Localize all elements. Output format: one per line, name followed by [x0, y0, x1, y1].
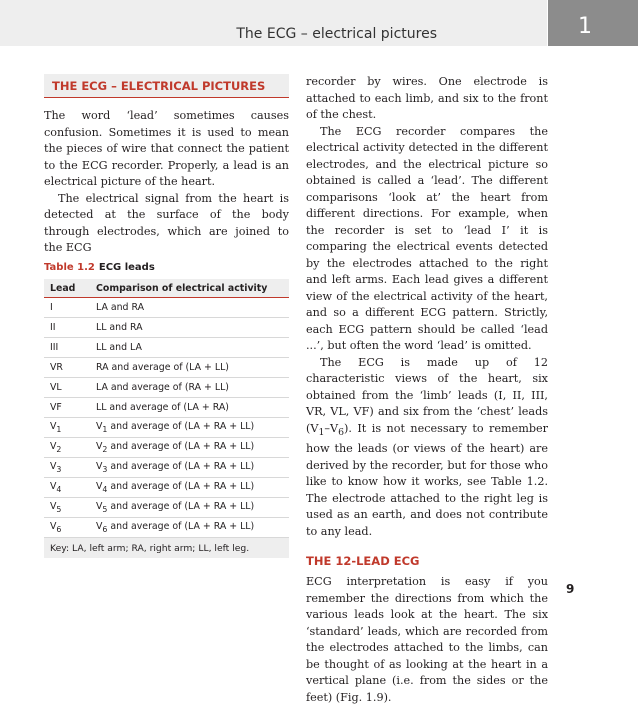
comparison-subscript: 6: [102, 524, 108, 534]
lead-name: VR: [50, 362, 63, 373]
text-run: ). It is not necessary to remember how the leads (or views of the heart) are derived by the recorder, but for those who like to know how it works, see Table 1.2. The electrode attached to the right leg is used as an earth, and does not contribute to any lead.: [306, 421, 548, 538]
comparison-text: LL and LA: [96, 342, 142, 353]
paragraph-electrical-signal: The electrical signal from the heart is detected at the surface of the body through electrodes, which are joined to the ECG: [44, 191, 289, 254]
comparison-text: V: [96, 521, 103, 533]
lead-name: II: [50, 322, 56, 333]
lead-name: VF: [50, 402, 62, 413]
comparison-subscript: 4: [102, 484, 108, 494]
cell-lead: [44, 498, 90, 518]
table-row: [44, 438, 289, 458]
lead-subscript: 6: [56, 524, 62, 534]
cell-lead: [44, 358, 90, 378]
lead-name: V: [50, 481, 57, 493]
cell-lead: [44, 518, 90, 538]
table-row: [44, 358, 289, 378]
table-row: [44, 458, 289, 478]
lead-name: V: [50, 421, 57, 433]
lead-name: V: [50, 441, 57, 453]
paragraph-recorder-wires: recorder by wires. One electrode is attached to each limb, and six to the front of the chest.: [306, 75, 548, 121]
cell-lead: [44, 318, 90, 338]
table-row: [44, 298, 289, 318]
lead-subscript: 4: [56, 484, 62, 494]
comparison-subscript: 5: [102, 504, 108, 514]
comparison-subscript: 3: [102, 464, 108, 474]
table-row: [44, 498, 289, 518]
cell-comparison: [90, 398, 289, 418]
lead-subscript: 1: [56, 424, 62, 434]
table-key: Key: LA, left arm; RA, right arm; LL, left leg.: [44, 538, 289, 559]
comparison-text: V: [96, 481, 103, 493]
cell-lead: [44, 398, 90, 418]
cell-lead: [44, 478, 90, 498]
table-header-row: [44, 279, 289, 298]
comparison-text: RA and average of (LA + LL): [96, 362, 229, 373]
lead-name: V: [50, 521, 57, 533]
comparison-subscript: 2: [102, 444, 108, 454]
lead-name: V: [50, 501, 57, 513]
lead-subscript: 3: [56, 464, 62, 474]
comparison-text: V: [96, 441, 103, 453]
table-row: [44, 378, 289, 398]
cell-lead: [44, 378, 90, 398]
section-heading-12-lead-ecg: THE 12-LEAD ECG: [306, 554, 420, 569]
table-row: [44, 418, 289, 438]
section-heading-ecg-electrical-pictures: THE ECG – ELECTRICAL PICTURES: [44, 74, 289, 98]
comparison-text: LL and average of (LA + RA): [96, 402, 229, 413]
comparison-text-rest: and average of (LA + RA + LL): [107, 461, 255, 473]
comparison-text: LL and RA: [96, 322, 143, 333]
lead-subscript: 5: [56, 504, 62, 514]
comparison-text-rest: and average of (LA + RA + LL): [107, 441, 255, 453]
comparison-text: V: [96, 421, 103, 433]
cell-comparison: [90, 438, 289, 458]
comparison-text-rest: and average of (LA + RA + LL): [107, 421, 255, 433]
cell-comparison: [90, 298, 289, 318]
comparison-text: LA and average of (RA + LL): [96, 382, 229, 393]
left-column: [44, 74, 289, 257]
lead-name: VL: [50, 382, 62, 393]
comparison-subscript: 1: [102, 424, 108, 434]
comparison-text-rest: and average of (LA + RA + LL): [107, 501, 255, 513]
cell-lead: [44, 418, 90, 438]
text-run: –V: [324, 421, 339, 435]
lead-name: V: [50, 461, 57, 473]
cell-lead: [44, 438, 90, 458]
comparison-text-rest: and average of (LA + RA + LL): [107, 521, 255, 533]
cell-lead: [44, 298, 90, 318]
subscript: 1: [318, 426, 325, 438]
table-row: [44, 478, 289, 498]
comparison-text: LA and RA: [96, 302, 144, 313]
cell-comparison: [90, 458, 289, 478]
right-column: [306, 74, 548, 706]
paragraph-lead-confusion: The word ‘lead’ sometimes causes confusion. Sometimes it is used to mean the pieces of wire that connect the patient to the ECG recorder. Properly, a lead is an electrical picture of the heart.: [44, 109, 289, 188]
chapter-tab: [548, 0, 638, 46]
column-header-lead: Lead: [44, 279, 90, 298]
table-row: [44, 398, 289, 418]
cell-comparison: [90, 478, 289, 498]
lead-subscript: 2: [56, 444, 62, 454]
cell-comparison: [90, 318, 289, 338]
table-caption: [44, 262, 155, 273]
cell-comparison: [90, 418, 289, 438]
page-number: 9: [566, 582, 575, 596]
lead-name: I: [50, 302, 53, 313]
column-header-comparison: Comparison of electrical activity: [90, 279, 289, 298]
cell-comparison: [90, 358, 289, 378]
running-header-band: [0, 0, 547, 46]
table-title: ECG leads: [98, 262, 155, 273]
cell-comparison: [90, 518, 289, 538]
lead-name: III: [50, 342, 59, 353]
cell-lead: [44, 338, 90, 358]
running-title: The ECG – electrical pictures: [236, 26, 437, 42]
cell-comparison: [90, 498, 289, 518]
chapter-number: 1: [578, 14, 592, 39]
table-row: [44, 518, 289, 538]
table-row: [44, 318, 289, 338]
cell-lead: [44, 458, 90, 478]
table-number: Table 1.2: [44, 262, 95, 273]
paragraph-recorder-compares: The ECG recorder compares the electrical activity detected in the different electrodes, and the electrical picture so obtained is called a ‘lead’. The different comparisons ‘look at’ the heart from different directions. For example, when the recorder is set to ‘lead I’ it is comparing the electrical events detected by the electrodes attached to the right and left arms. Each lead gives a different view of the electrical activity of the heart, and so a different ECG pattern. Strictly, each ECG pattern should be called ‘lead ...’, but often the word ‘lead’ is omitted.: [306, 124, 548, 352]
cell-comparison: [90, 378, 289, 398]
table-row: [44, 338, 289, 358]
subscript: 6: [338, 426, 345, 438]
comparison-text: V: [96, 501, 103, 513]
paragraph-ecg-interpretation: ECG interpretation is easy if you remember the directions from which the various leads look at the heart. The six ‘standard’ leads, which are recorded from the electrodes attached to the limbs, can be thought of as looking at the heart in a vertical plane (i.e. from the sides or the feet) (Fig. 1.9).: [306, 575, 548, 704]
comparison-text: V: [96, 461, 103, 473]
ecg-leads-table: [44, 279, 289, 558]
cell-comparison: [90, 338, 289, 358]
comparison-text-rest: and average of (LA + RA + LL): [107, 481, 255, 493]
paragraph-twelve-views: [306, 355, 548, 541]
table-key-row: [44, 538, 289, 559]
text-run: The ECG is made up of 12 characteristic views of the heart, six obtained from the ‘limb’ leads (I, II, III, VR, VL, VF) and six from the ‘chest’ leads (V: [306, 355, 548, 435]
